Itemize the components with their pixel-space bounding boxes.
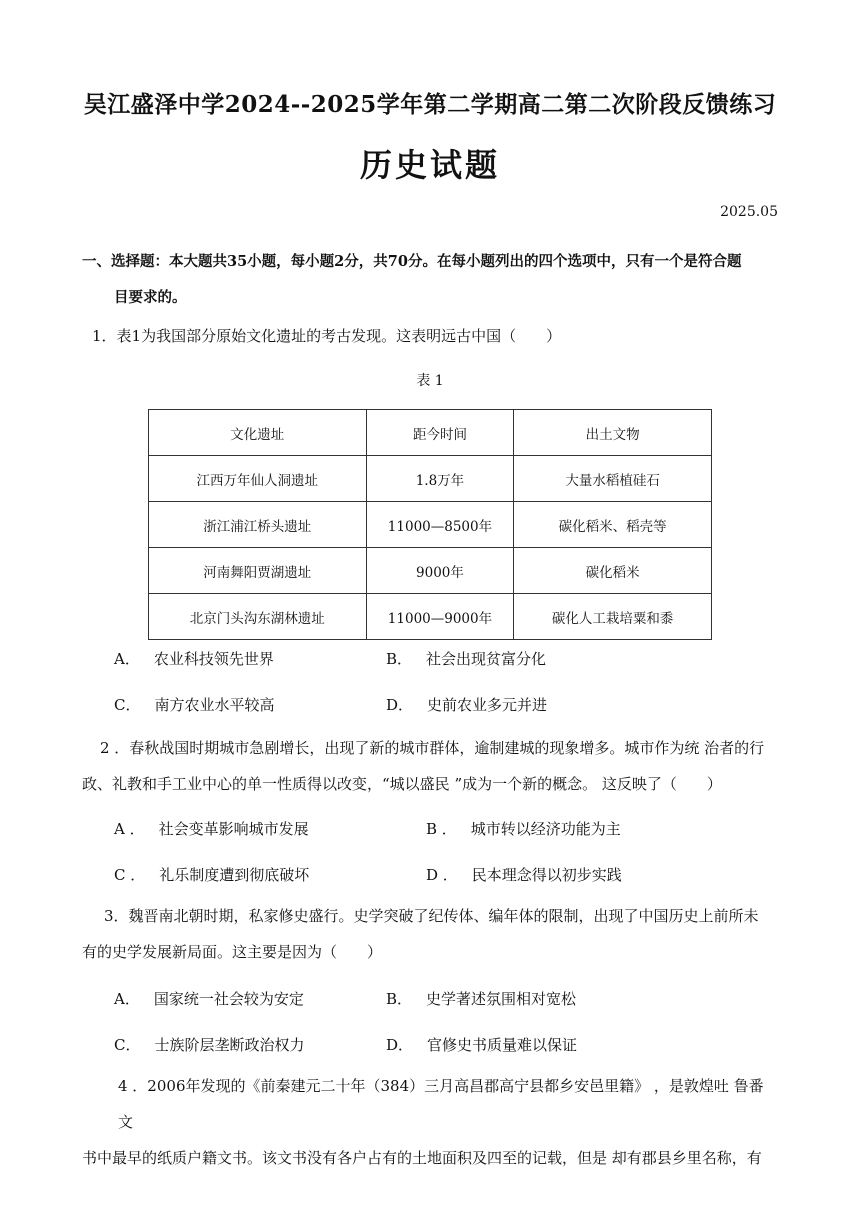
option-text: 社会变革影响城市发展 <box>158 820 309 838</box>
option-key: B． <box>386 990 413 1008</box>
option-key: D． <box>386 1036 414 1054</box>
table-header-cell: 出土文物 <box>514 410 712 456</box>
section-instructions <box>82 244 782 316</box>
option-text: 史学著述氛围相对宽松 <box>426 990 577 1008</box>
option-key: A． <box>114 990 140 1008</box>
table-header-cell: 距今时间 <box>366 410 514 456</box>
stem-line: 有的史学发展新局面。这主要是因为（ ） <box>82 943 383 961</box>
section-line-2: 目要求的。 <box>114 289 187 306</box>
table-cell: 11000—8500年 <box>366 502 514 548</box>
q2-option-c[interactable] <box>114 864 309 885</box>
table-cell: 江西万年仙人洞遗址 <box>149 456 367 502</box>
table-caption: 表 1 <box>416 373 444 389</box>
stem-line: 2 ．春秋战国时期城市急剧增长，出现了新的城市群体，逾制建城的现象增多。城市作为统 治者的行 <box>100 739 765 757</box>
option-text: 礼乐制度遭到彻底破坏 <box>159 866 310 884</box>
option-text: 南方农业水平较高 <box>154 696 275 714</box>
table-header-row <box>149 410 712 456</box>
stem-line: 4 ．2006年发现的《前秦建元二十年（384）三月高昌郡高宁县都乡安邑里籍》 ，是敦煌吐 鲁番文 <box>118 1077 764 1131</box>
q2-option-d[interactable] <box>426 864 622 885</box>
q2-option-b[interactable] <box>426 818 621 839</box>
option-key: D ． <box>426 866 458 884</box>
table-cell: 1.8万年 <box>366 456 514 502</box>
table-header-cell: 文化遗址 <box>149 410 367 456</box>
section-line-1: 一、选择题：本大题共35小题，每小题2分，共70分。在每小题列出的四个选项中，只有一个是符合题 <box>82 253 742 270</box>
option-text: 农业科技领先世界 <box>153 650 274 668</box>
option-key: D． <box>386 696 414 714</box>
q1-option-b[interactable] <box>386 648 546 669</box>
table-cell: 北京门头沟东湖林遗址 <box>149 594 367 640</box>
stem-line: 政、礼教和手工业中心的单一性质得以改变，“城以盛民 ”成为一个新的概念。 这反映了（ ） <box>82 775 722 793</box>
exam-date: 2025.05 <box>720 204 778 220</box>
table-cell: 浙江浦江桥头遗址 <box>149 502 367 548</box>
option-key: C ． <box>114 866 146 884</box>
q3-option-d[interactable] <box>386 1034 577 1055</box>
option-text: 城市转以经济功能为主 <box>470 820 621 838</box>
question-1-stem: 1．表1为我国部分原始文化遗址的考古发现。这表明远古中国（ ） <box>92 327 562 345</box>
table-cell: 碳化人工栽培粟和黍 <box>514 594 712 640</box>
option-text: 官修史书质量难以保证 <box>427 1036 578 1054</box>
q1-option-a[interactable] <box>114 648 274 669</box>
q1-option-d[interactable] <box>386 694 547 715</box>
table-row <box>149 502 712 548</box>
option-text: 社会出现贫富分化 <box>426 650 547 668</box>
table-cell: 11000—9000年 <box>366 594 514 640</box>
question-4-stem <box>82 1068 778 1176</box>
table-row <box>149 594 712 640</box>
option-text: 史前农业多元并进 <box>427 696 548 714</box>
q3-option-c[interactable] <box>114 1034 305 1055</box>
table-cell: 河南舞阳贾湖遗址 <box>149 548 367 594</box>
option-key: C． <box>114 696 141 714</box>
q1-option-c[interactable] <box>114 694 275 715</box>
q3-option-a[interactable] <box>114 988 304 1009</box>
question-3-stem <box>82 898 778 970</box>
school-title: 吴江盛泽中学2024--2025学年第二学期高二第二次阶段反馈练习 <box>83 91 777 118</box>
option-text: 士族阶层垄断政治权力 <box>154 1036 305 1054</box>
table-cell: 大量水稻植硅石 <box>514 456 712 502</box>
option-key: B ． <box>426 820 457 838</box>
table-row <box>149 548 712 594</box>
question-2-stem <box>82 730 778 802</box>
q2-option-a[interactable] <box>114 818 309 839</box>
option-key: A． <box>114 650 140 668</box>
q3-option-b[interactable] <box>386 988 576 1009</box>
stem-line: 书中最早的纸质户籍文书。该文书没有各户占有的土地面积及四至的记载，但是 却有郡县乡里名称，有 <box>82 1149 762 1167</box>
table-row <box>149 456 712 502</box>
stem-line: 3．魏晋南北朝时期，私家修史盛行。史学突破了纪传体、编年体的限制，出现了中国历史上前所未 <box>104 907 759 925</box>
subject-title: 历史试题 <box>359 146 500 184</box>
option-key: A ． <box>114 820 145 838</box>
table-cell: 碳化稻米 <box>514 548 712 594</box>
option-text: 国家统一社会较为安定 <box>153 990 304 1008</box>
option-key: B． <box>386 650 413 668</box>
table-cell: 碳化稻米、稻壳等 <box>514 502 712 548</box>
archaeology-table <box>148 409 712 640</box>
table-cell: 9000年 <box>366 548 514 594</box>
option-key: C． <box>114 1036 141 1054</box>
option-text: 民本理念得以初步实践 <box>471 866 622 884</box>
